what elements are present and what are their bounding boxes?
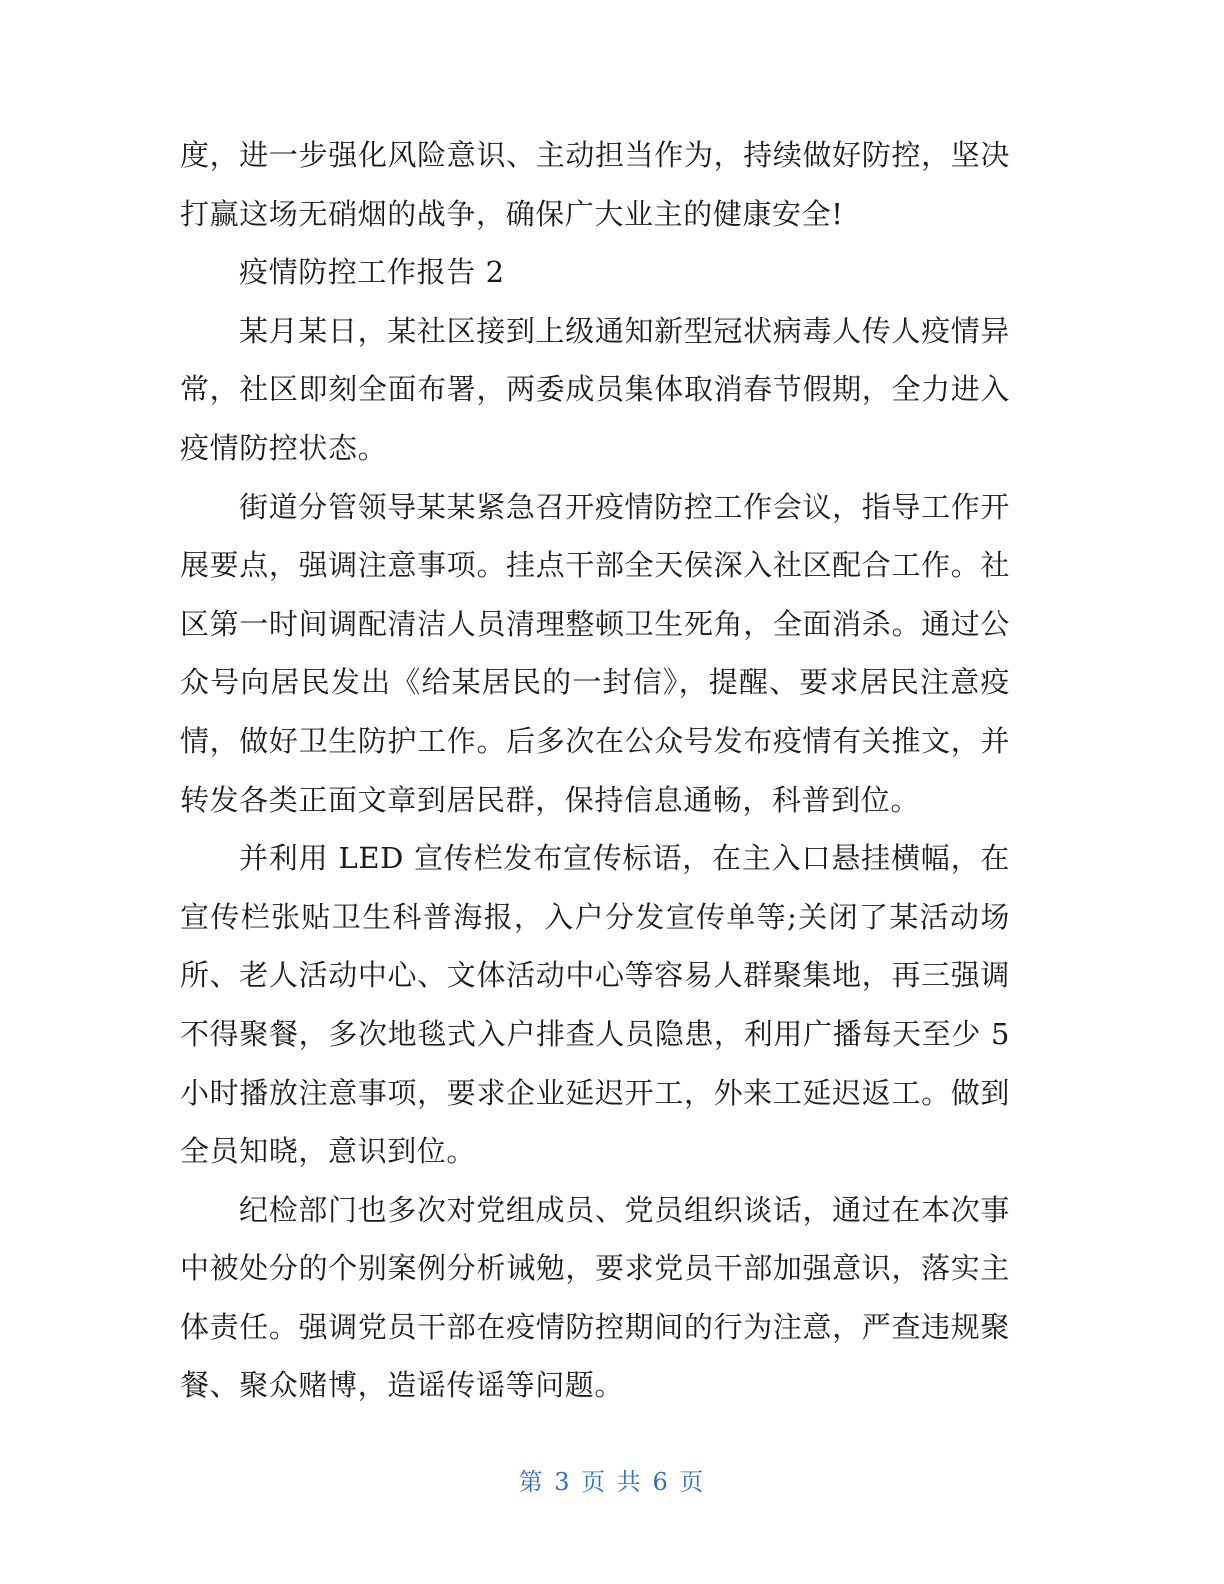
- page-number-footer: 第 3 页 共 6 页: [518, 1468, 706, 1496]
- document-body: [180, 126, 1010, 1415]
- paragraph: 并利用 LED 宣传栏发布宣传标语，在主入口悬挂横幅，在宣传栏张贴卫生科普海报，入户分发宣传单等;关闭了某活动场所、老人活动中心、文体活动中心等容易人群聚集地，再三强调不得聚餐，多次地毯式入户排查人员隐患，利用广播每天至少 5 小时播放注意事项，要求企业延迟开工，外来工延迟返工。做到全员知晓，意识到位。: [180, 841, 1010, 1169]
- paragraph: 某月某日，某社区接到上级通知新型冠状病毒人传人疫情异常，社区即刻全面布署，两委成员集体取消春节假期，全力进入疫情防控状态。: [180, 313, 1010, 465]
- paragraph: 街道分管领导某某紧急召开疫情防控工作会议，指导工作开展要点，强调注意事项。挂点干部全天侯深入社区配合工作。社区第一时间调配清洁人员清理整顿卫生死角，全面消杀。通过公众号向居民发出《给某居民的一封信》，提醒、要求居民注意疫情，做好卫生防护工作。后多次在公众号发布疫情有关推文，并转发各类正面文章到居民群，保持信息通畅，科普到位。: [180, 489, 1010, 817]
- paragraph: 纪检部门也多次对党组成员、党员组织谈话，通过在本次事中被处分的个别案例分析诫勉，要求党员干部加强意识，落实主体责任。强调党员干部在疫情防控期间的行为注意，严查违规聚餐、聚众赌博，造谣传谣等问题。: [180, 1192, 1010, 1403]
- section-heading: 疫情防控工作报告 2: [239, 255, 505, 290]
- paragraph-continuation: 度，进一步强化风险意识、主动担当作为，持续做好防控，坚决打赢这场无硝烟的战争，确保广大业主的健康安全!: [180, 138, 1010, 231]
